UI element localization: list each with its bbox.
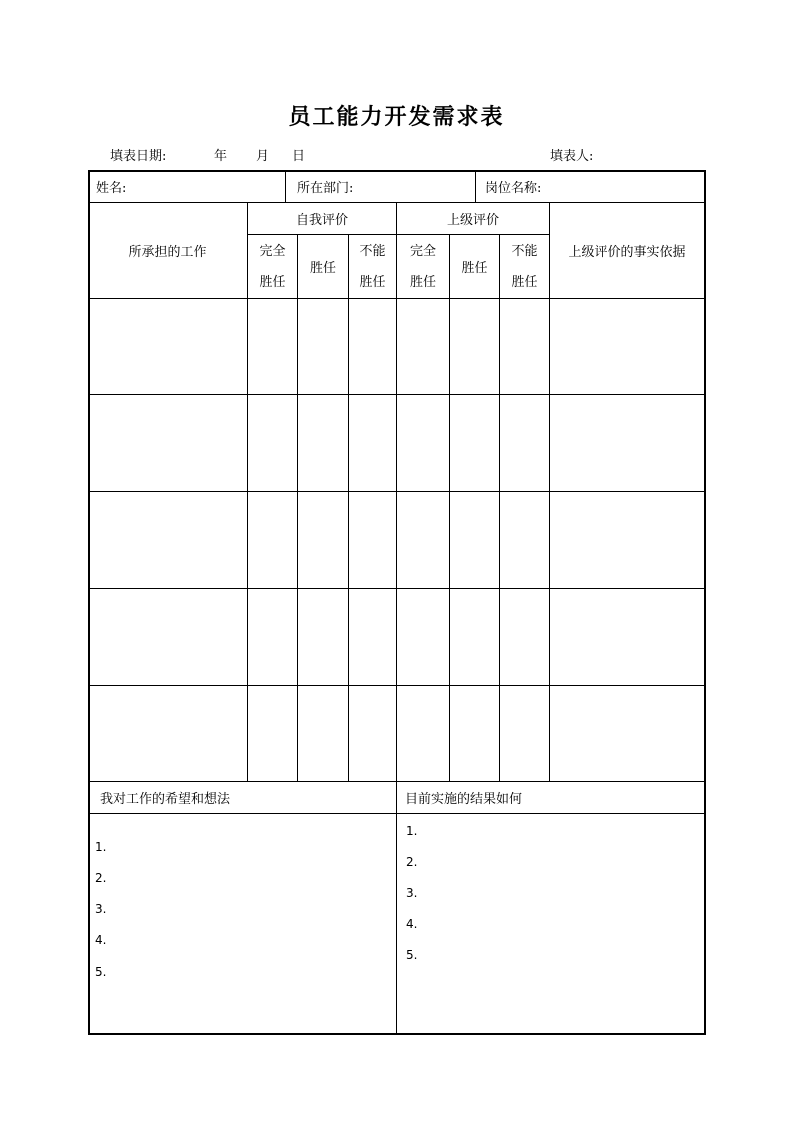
results-item: 3. — [406, 886, 418, 900]
row-line — [88, 685, 706, 686]
superior-competent-header: 胜任 — [461, 261, 488, 276]
self-not-header — [349, 235, 396, 298]
col-line — [475, 170, 476, 203]
results-item: 2. — [406, 855, 418, 869]
border-bottom — [88, 1033, 706, 1035]
not-bottom-text: 胜任 — [511, 274, 538, 290]
self-competent-header: 胜任 — [309, 261, 336, 276]
hopes-item: 2. — [95, 871, 107, 885]
month-label: 月 — [256, 149, 270, 164]
day-label: 日 — [292, 149, 306, 164]
form-title: 员工能力开发需求表 — [288, 104, 505, 130]
position-label: 岗位名称: — [485, 180, 542, 196]
row-line — [88, 588, 706, 589]
col-line — [499, 235, 500, 782]
name-label: 姓名: — [96, 180, 127, 196]
row-line — [88, 394, 706, 395]
filler-label: 填表人: — [550, 149, 594, 164]
not-bottom-text: 胜任 — [359, 274, 386, 290]
full-bottom-text: 胜任 — [259, 274, 286, 290]
form-table — [88, 170, 706, 1035]
superior-not-header — [500, 235, 549, 298]
hopes-item: 3. — [95, 902, 107, 916]
year-label: 年 — [214, 149, 228, 164]
border-top — [88, 170, 706, 172]
results-item: 5. — [406, 948, 418, 962]
hopes-item: 4. — [95, 933, 107, 947]
hopes-label: 我对工作的希望和想法 — [100, 792, 231, 807]
superior-eval-header: 上级评价 — [446, 213, 499, 228]
col-line — [348, 235, 349, 782]
work-header: 所承担的工作 — [128, 245, 207, 260]
col-line — [285, 170, 286, 203]
self-eval-header: 自我评价 — [295, 213, 348, 228]
full-top-text: 完全 — [259, 243, 286, 259]
results-item: 1. — [406, 824, 418, 838]
hopes-item: 5. — [95, 965, 107, 979]
full-top-text: 完全 — [409, 243, 436, 259]
row-line — [88, 298, 706, 299]
hopes-item: 1. — [95, 840, 107, 854]
self-full-header — [248, 235, 297, 298]
row-line — [88, 491, 706, 492]
results-item: 4. — [406, 917, 418, 931]
border-left — [88, 170, 90, 1035]
fill-date-label: 填表日期: — [110, 149, 167, 164]
full-bottom-text: 胜任 — [409, 274, 436, 290]
dept-label: 所在部门: — [297, 180, 354, 196]
not-top-text: 不能 — [359, 243, 386, 259]
col-line — [449, 235, 450, 782]
row-line — [88, 813, 706, 814]
col-line — [396, 782, 397, 1034]
border-right — [704, 170, 706, 1035]
basis-header: 上级评价的事实依据 — [568, 245, 686, 260]
not-top-text: 不能 — [511, 243, 538, 259]
col-line — [297, 235, 298, 782]
superior-full-header — [397, 235, 449, 298]
results-label: 目前实施的结果如何 — [405, 792, 523, 807]
